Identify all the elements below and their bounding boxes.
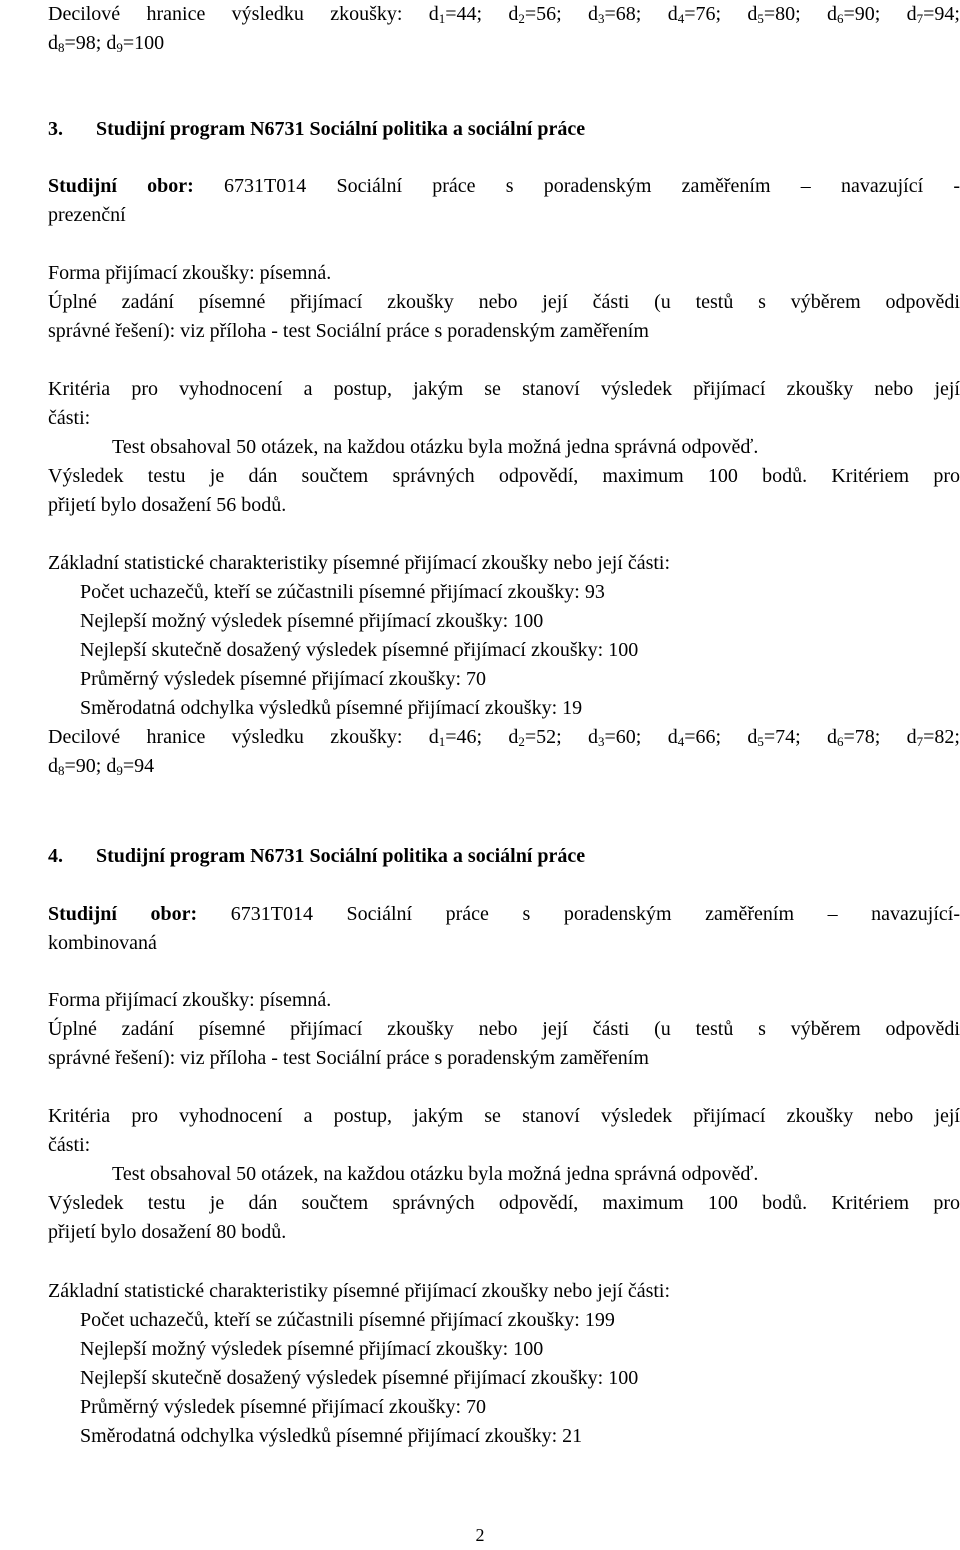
decile-item-d8 bbox=[48, 32, 101, 54]
decile-symbol: d bbox=[588, 3, 599, 25]
section-4-obor bbox=[48, 900, 960, 958]
decile-symbol: d bbox=[588, 726, 599, 748]
decile-value: =80; bbox=[763, 3, 801, 25]
decile-value: =94 bbox=[122, 755, 155, 777]
section-3-title: Studijní program N6731 Sociální politika a sociální práce bbox=[96, 118, 586, 140]
decile-symbol: d bbox=[48, 32, 58, 54]
decile-item-d7 bbox=[907, 726, 960, 748]
decile-item-d6 bbox=[827, 726, 880, 748]
page-number: 2 bbox=[475, 1525, 485, 1545]
section-3-forma bbox=[48, 259, 960, 346]
decile-index: 4 bbox=[677, 11, 685, 26]
decile-item-d3 bbox=[588, 3, 641, 25]
decile-value: =68; bbox=[604, 3, 642, 25]
top-decile-line-2 bbox=[48, 29, 960, 58]
decile-item-d4 bbox=[668, 726, 721, 748]
decile-item-d3 bbox=[588, 726, 641, 748]
section-3-stats-title: Základní statistické charakteristiky písemné přijímací zkoušky nebo její části: bbox=[48, 552, 671, 574]
decile-symbol: d bbox=[106, 755, 117, 777]
decile-label: Decilové hranice výsledku zkoušky: bbox=[48, 3, 403, 25]
section-4-forma-text: Forma přijímací zkoušky: písemná. bbox=[48, 989, 332, 1011]
decile-item-d4 bbox=[668, 3, 721, 25]
section-4-title: Studijní program N6731 Sociální politika a sociální práce bbox=[96, 845, 586, 867]
stat-best-achieved: Nejlepší skutečně dosažený výsledek písemné přijímací zkoušky: 100 bbox=[80, 1367, 639, 1389]
decile-value: =98; bbox=[64, 32, 102, 54]
section-4 bbox=[48, 842, 960, 871]
decile-value: =66; bbox=[684, 726, 722, 748]
decile-symbol: d bbox=[747, 726, 758, 748]
decile-index: 5 bbox=[757, 734, 764, 749]
decile-index: 7 bbox=[916, 11, 924, 26]
stat-best-possible: Nejlepší možný výsledek písemné přijímací zkoušky: 100 bbox=[80, 610, 544, 632]
decile-item-d9 bbox=[106, 32, 164, 54]
section-3-kriteria-line-1: Kritéria pro vyhodnocení a postup, jakým se stanoví výsledek přijímací zkoušky nebo její bbox=[48, 378, 960, 400]
decile-item-d2 bbox=[508, 726, 561, 748]
section-4-forma bbox=[48, 986, 960, 1073]
section-4-kriteria-line-2: části: bbox=[48, 1134, 91, 1156]
section-4-test-line-2: Výsledek testu je dán součtem správných odpovědí, maximum 100 bodů. Kritériem pro bbox=[48, 1192, 960, 1214]
stat-applicants: Počet uchazečů, kteří se zúčastnili písemné přijímací zkoušky: 93 bbox=[80, 581, 605, 603]
decile-value: =94; bbox=[923, 3, 960, 25]
decile-value: =76; bbox=[684, 3, 722, 25]
top-decile-line-1 bbox=[48, 0, 960, 29]
section-4-stats bbox=[48, 1277, 960, 1451]
decile-index: 8 bbox=[58, 40, 65, 55]
decile-item-d5 bbox=[747, 726, 800, 748]
section-3-forma-text: Forma přijímací zkoušky: písemná. bbox=[48, 262, 332, 284]
decile-item-d2 bbox=[508, 3, 561, 25]
decile-index: 9 bbox=[116, 763, 123, 778]
section-3-test-line-2: Výsledek testu je dán součtem správných odpovědí, maximum 100 bodů. Kritériem pro bbox=[48, 465, 960, 487]
section-3-stats bbox=[48, 549, 960, 781]
top-decile-block bbox=[48, 0, 960, 58]
section-3-heading bbox=[48, 115, 960, 144]
section-3-zadani-line-2: správné řešení): viz příloha - test Sociální práce s poradenským zaměřením bbox=[48, 320, 649, 342]
decile-symbol: d bbox=[747, 3, 758, 25]
section-3 bbox=[48, 115, 960, 144]
section-4-kriteria bbox=[48, 1102, 960, 1247]
section-3-obor bbox=[48, 172, 960, 230]
decile-symbol: d bbox=[106, 32, 117, 54]
decile-value: =78; bbox=[843, 726, 881, 748]
decile-symbol: d bbox=[906, 3, 917, 25]
stat-std-deviation: Směrodatná odchylka výsledků písemné přijímací zkoušky: 21 bbox=[80, 1425, 583, 1447]
decile-symbol: d bbox=[428, 3, 439, 25]
decile-value: =82; bbox=[923, 726, 960, 748]
decile-index: 7 bbox=[916, 734, 924, 749]
decile-index: 9 bbox=[116, 40, 123, 55]
decile-value: =44; bbox=[445, 3, 483, 25]
section-4-test-line-1: Test obsahoval 50 otázek, na každou otázku byla možná jedna správná odpověď. bbox=[112, 1163, 759, 1185]
decile-symbol: d bbox=[428, 726, 439, 748]
decile-symbol: d bbox=[827, 726, 837, 748]
section-3-kriteria bbox=[48, 375, 960, 520]
obor-label: Studijní obor: bbox=[48, 903, 198, 925]
decile-value: =52; bbox=[524, 726, 562, 748]
decile-index: 1 bbox=[438, 734, 446, 749]
stat-average: Průměrný výsledek písemné přijímací zkoušky: 70 bbox=[80, 668, 487, 690]
section-4-obor-line-2: kombinovaná bbox=[48, 932, 157, 954]
section-4-test-line-3: přijetí bylo dosažení 80 bodů. bbox=[48, 1221, 287, 1243]
decile-index: 8 bbox=[58, 763, 65, 778]
section-4-stats-title: Základní statistické charakteristiky písemné přijímací zkoušky nebo její části: bbox=[48, 1280, 671, 1302]
decile-index: 6 bbox=[837, 734, 844, 749]
decile-value: =74; bbox=[763, 726, 801, 748]
section-3-test-line-1: Test obsahoval 50 otázek, na každou otázku byla možná jedna správná odpověď. bbox=[112, 436, 759, 458]
decile-symbol: d bbox=[48, 755, 58, 777]
section-3-number: 3. bbox=[48, 118, 63, 140]
decile-item-d9 bbox=[106, 755, 154, 777]
decile-symbol: d bbox=[667, 726, 678, 748]
decile-item-d1 bbox=[429, 3, 482, 25]
section-3-obor-line-1 bbox=[48, 172, 960, 201]
decile-symbol: d bbox=[827, 3, 837, 25]
decile-index: 5 bbox=[757, 11, 764, 26]
section-4-number: 4. bbox=[48, 845, 63, 867]
section-4-zadani-line-1: Úplné zadání písemné přijímací zkoušky nebo její části (u testů s výběrem odpovědi bbox=[48, 1018, 960, 1040]
decile-index: 3 bbox=[598, 11, 605, 26]
stat-applicants: Počet uchazečů, kteří se zúčastnili písemné přijímací zkoušky: 199 bbox=[80, 1309, 615, 1331]
decile-symbol: d bbox=[508, 726, 519, 748]
stat-best-achieved: Nejlepší skutečně dosažený výsledek písemné přijímací zkoušky: 100 bbox=[80, 639, 639, 661]
decile-item-d8 bbox=[48, 755, 101, 777]
stat-std-deviation: Směrodatná odchylka výsledků písemné přijímací zkoušky: 19 bbox=[80, 697, 583, 719]
decile-index: 3 bbox=[598, 734, 605, 749]
decile-symbol: d bbox=[667, 3, 678, 25]
section-3-test-line-3: přijetí bylo dosažení 56 bodů. bbox=[48, 494, 287, 516]
section-3-zadani-line-1: Úplné zadání písemné přijímací zkoušky nebo její části (u testů s výběrem odpovědi bbox=[48, 291, 960, 313]
decile-value: =100 bbox=[122, 32, 165, 54]
decile-index: 4 bbox=[677, 734, 685, 749]
obor-label: Studijní obor: bbox=[48, 175, 194, 197]
decile-value: =90; bbox=[843, 3, 881, 25]
decile-index: 2 bbox=[518, 734, 525, 749]
section-3-kriteria-line-2: části: bbox=[48, 407, 91, 429]
obor-text: 6731T014 Sociální práce s poradenským zaměřením – navazující - bbox=[224, 175, 960, 197]
decile-value: =90; bbox=[64, 755, 102, 777]
decile-label: Decilové hranice výsledku zkoušky: bbox=[48, 726, 403, 748]
stat-average: Průměrný výsledek písemné přijímací zkoušky: 70 bbox=[80, 1396, 487, 1418]
section-3-decile-line-1 bbox=[48, 723, 960, 752]
decile-value: =46; bbox=[445, 726, 483, 748]
decile-item-d6 bbox=[827, 3, 880, 25]
decile-item-d1 bbox=[429, 726, 482, 748]
section-3-obor-line-2: prezenční bbox=[48, 204, 126, 226]
decile-index: 1 bbox=[438, 11, 446, 26]
decile-item-d7 bbox=[907, 3, 960, 25]
section-4-heading bbox=[48, 842, 960, 871]
decile-index: 6 bbox=[837, 11, 844, 26]
section-4-zadani-line-2: správné řešení): viz příloha - test Sociální práce s poradenským zaměřením bbox=[48, 1047, 649, 1069]
decile-index: 2 bbox=[518, 11, 525, 26]
section-4-kriteria-line-1: Kritéria pro vyhodnocení a postup, jakým se stanoví výsledek přijímací zkoušky nebo její bbox=[48, 1105, 960, 1127]
decile-symbol: d bbox=[906, 726, 917, 748]
decile-value: =60; bbox=[604, 726, 642, 748]
decile-symbol: d bbox=[508, 3, 519, 25]
section-4-obor-line-1 bbox=[48, 900, 960, 929]
stat-best-possible: Nejlepší možný výsledek písemné přijímací zkoušky: 100 bbox=[80, 1338, 544, 1360]
decile-value: =56; bbox=[524, 3, 562, 25]
obor-text: 6731T014 Sociální práce s poradenským zaměřením – navazující- bbox=[230, 903, 960, 925]
section-3-decile-line-2 bbox=[48, 752, 960, 781]
decile-item-d5 bbox=[747, 3, 800, 25]
